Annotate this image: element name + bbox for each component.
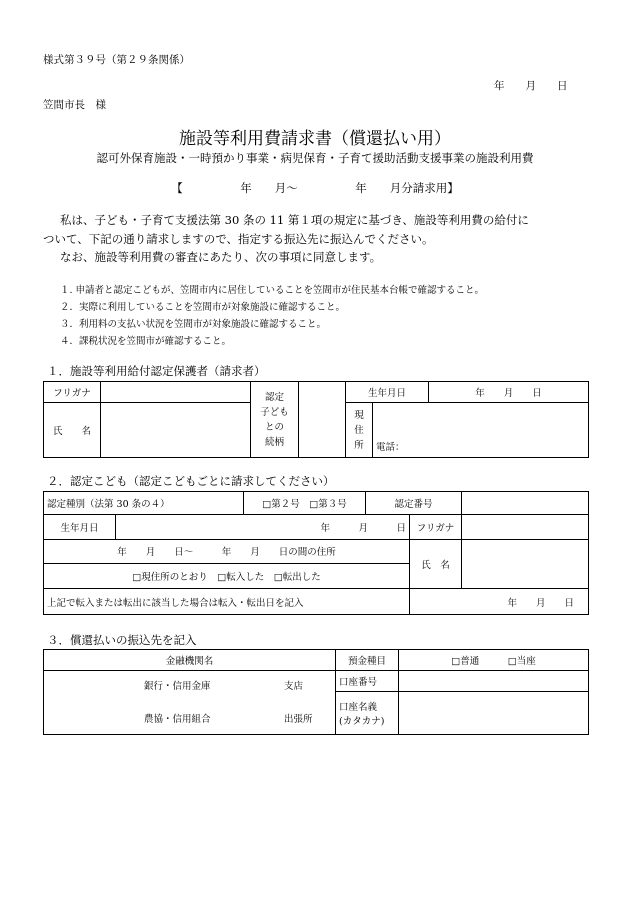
section1-heading: １．施設等利用給付認定保護者（請求者） — [47, 364, 266, 378]
consent-item-3: ３．利用料の支払い状況を笠間市が対象施設に確認すること。 — [60, 319, 327, 330]
account-number-label: 口座番号 — [336, 671, 399, 692]
address-label — [346, 403, 373, 458]
child-furigana-field[interactable] — [462, 515, 589, 539]
sub-office-label: 出張所 — [284, 714, 313, 725]
consent-item-2: ２．実際に利用していることを笠間市が対象施設に確認すること。 — [60, 302, 346, 313]
declaration-line-2: ついて、下記の通り請求しますので、指定する振込先に振込んでください。 — [43, 232, 434, 246]
child-table — [43, 491, 589, 615]
address-l2: 住 — [354, 424, 364, 436]
move-date-field[interactable]: 年 月 日 — [410, 589, 589, 615]
branch-label: 支店 — [284, 681, 304, 692]
type3-checkbox[interactable]: □第３号 — [309, 499, 347, 511]
addressee: 笠間市長 様 — [43, 99, 106, 111]
bank-table — [43, 649, 589, 735]
request-period: 【 年 月～ 年 月分請求用】 — [171, 181, 459, 195]
consent-intro: なお、施設等利用費の審査にあたり、次の事項に同意します。 — [60, 250, 382, 264]
account-holder-label — [336, 692, 399, 735]
child-name-field[interactable] — [462, 539, 589, 589]
relation-l1: 認定 — [264, 391, 284, 403]
deposit-type-label: 預金種目 — [336, 650, 399, 671]
bank-name-field[interactable] — [44, 671, 336, 735]
katakana-note: (カタカナ) — [339, 716, 385, 727]
cert-type-options[interactable] — [244, 492, 366, 515]
page-subtitle: 認可外保育施設・一時預かり事業・病児保育・子育て援助活動支援事業の施設利用費 — [96, 151, 534, 165]
consent-item-1: １. 申請者と認定こどもが、笠間市内に居住していることを笠間市が住民基本台帳で確認すること。 — [60, 285, 485, 296]
guardian-birthdate-field[interactable]: 年 月 日 — [429, 382, 589, 403]
ordinary-checkbox[interactable]: □普通 — [451, 656, 480, 667]
relation-label — [251, 382, 299, 458]
address-l1: 現 — [354, 409, 364, 421]
relation-l3: との — [264, 421, 284, 433]
child-name-label: 氏 名 — [410, 539, 462, 589]
account-number-field[interactable] — [399, 671, 589, 692]
type2-checkbox[interactable]: □第２号 — [262, 499, 300, 511]
relation-l4: 続柄 — [264, 436, 284, 448]
deposit-type-options[interactable] — [399, 650, 589, 671]
declaration-line-1: 私は、子ども・子育て支援法第 30 条の 11 第１項の規定に基づき、施設等利用費の給付に — [60, 213, 529, 227]
guardian-furigana-label: フリガナ — [44, 382, 101, 403]
guardian-address-field[interactable] — [373, 403, 589, 458]
bank-name-label: 金融機関名 — [44, 650, 336, 671]
section2-heading: ２．認定こども（認定こどもごとに請求してください） — [47, 474, 335, 488]
date-line: 年 月 日 — [494, 80, 568, 92]
bank-line: 銀行・信用金庫 — [144, 681, 211, 692]
guardian-name-field[interactable] — [101, 403, 251, 458]
address-l3: 所 — [354, 439, 364, 451]
cert-type-label: 認定種別（法第 30 条の４） — [44, 492, 244, 515]
relation-l2: 子ども — [260, 406, 289, 418]
agri-line: 農協・信用組合 — [144, 714, 211, 725]
child-birthdate-label: 生年月日 — [44, 515, 116, 539]
period-address-label: 年 月 日～ 年 月 日の間の住所 — [44, 539, 410, 563]
cert-number-field[interactable] — [462, 492, 589, 515]
guardian-table — [43, 381, 589, 458]
account-holder-text: 口座名義 — [339, 702, 378, 713]
section3-heading: ３．償還払いの振込先を記入 — [47, 633, 197, 647]
cert-number-label: 認定番号 — [366, 492, 462, 515]
relation-field[interactable] — [299, 382, 346, 458]
child-furigana-label: フリガナ — [410, 515, 462, 539]
guardian-furigana-field[interactable] — [101, 382, 251, 403]
account-holder-field[interactable] — [399, 692, 589, 735]
phone-label: 電話： — [376, 442, 405, 453]
guardian-name-label: 氏 名 — [44, 403, 101, 458]
form-number: 様式第３９号（第２９条関係） — [43, 54, 190, 66]
child-birthdate-field[interactable]: 年 月 日 — [116, 515, 410, 539]
guardian-birthdate-label: 生年月日 — [346, 382, 429, 403]
address-options[interactable]: □現住所のとおり □転入した □転出した — [44, 563, 410, 589]
move-note: 上記で転入または転出に該当した場合は転入・転出日を記入 — [44, 589, 410, 615]
page-title: 施設等利用費請求書（償還払い用） — [179, 129, 451, 149]
current-checkbox[interactable]: □当座 — [507, 656, 536, 667]
consent-item-4: ４．課税状況を笠間市が確認すること。 — [60, 336, 232, 347]
